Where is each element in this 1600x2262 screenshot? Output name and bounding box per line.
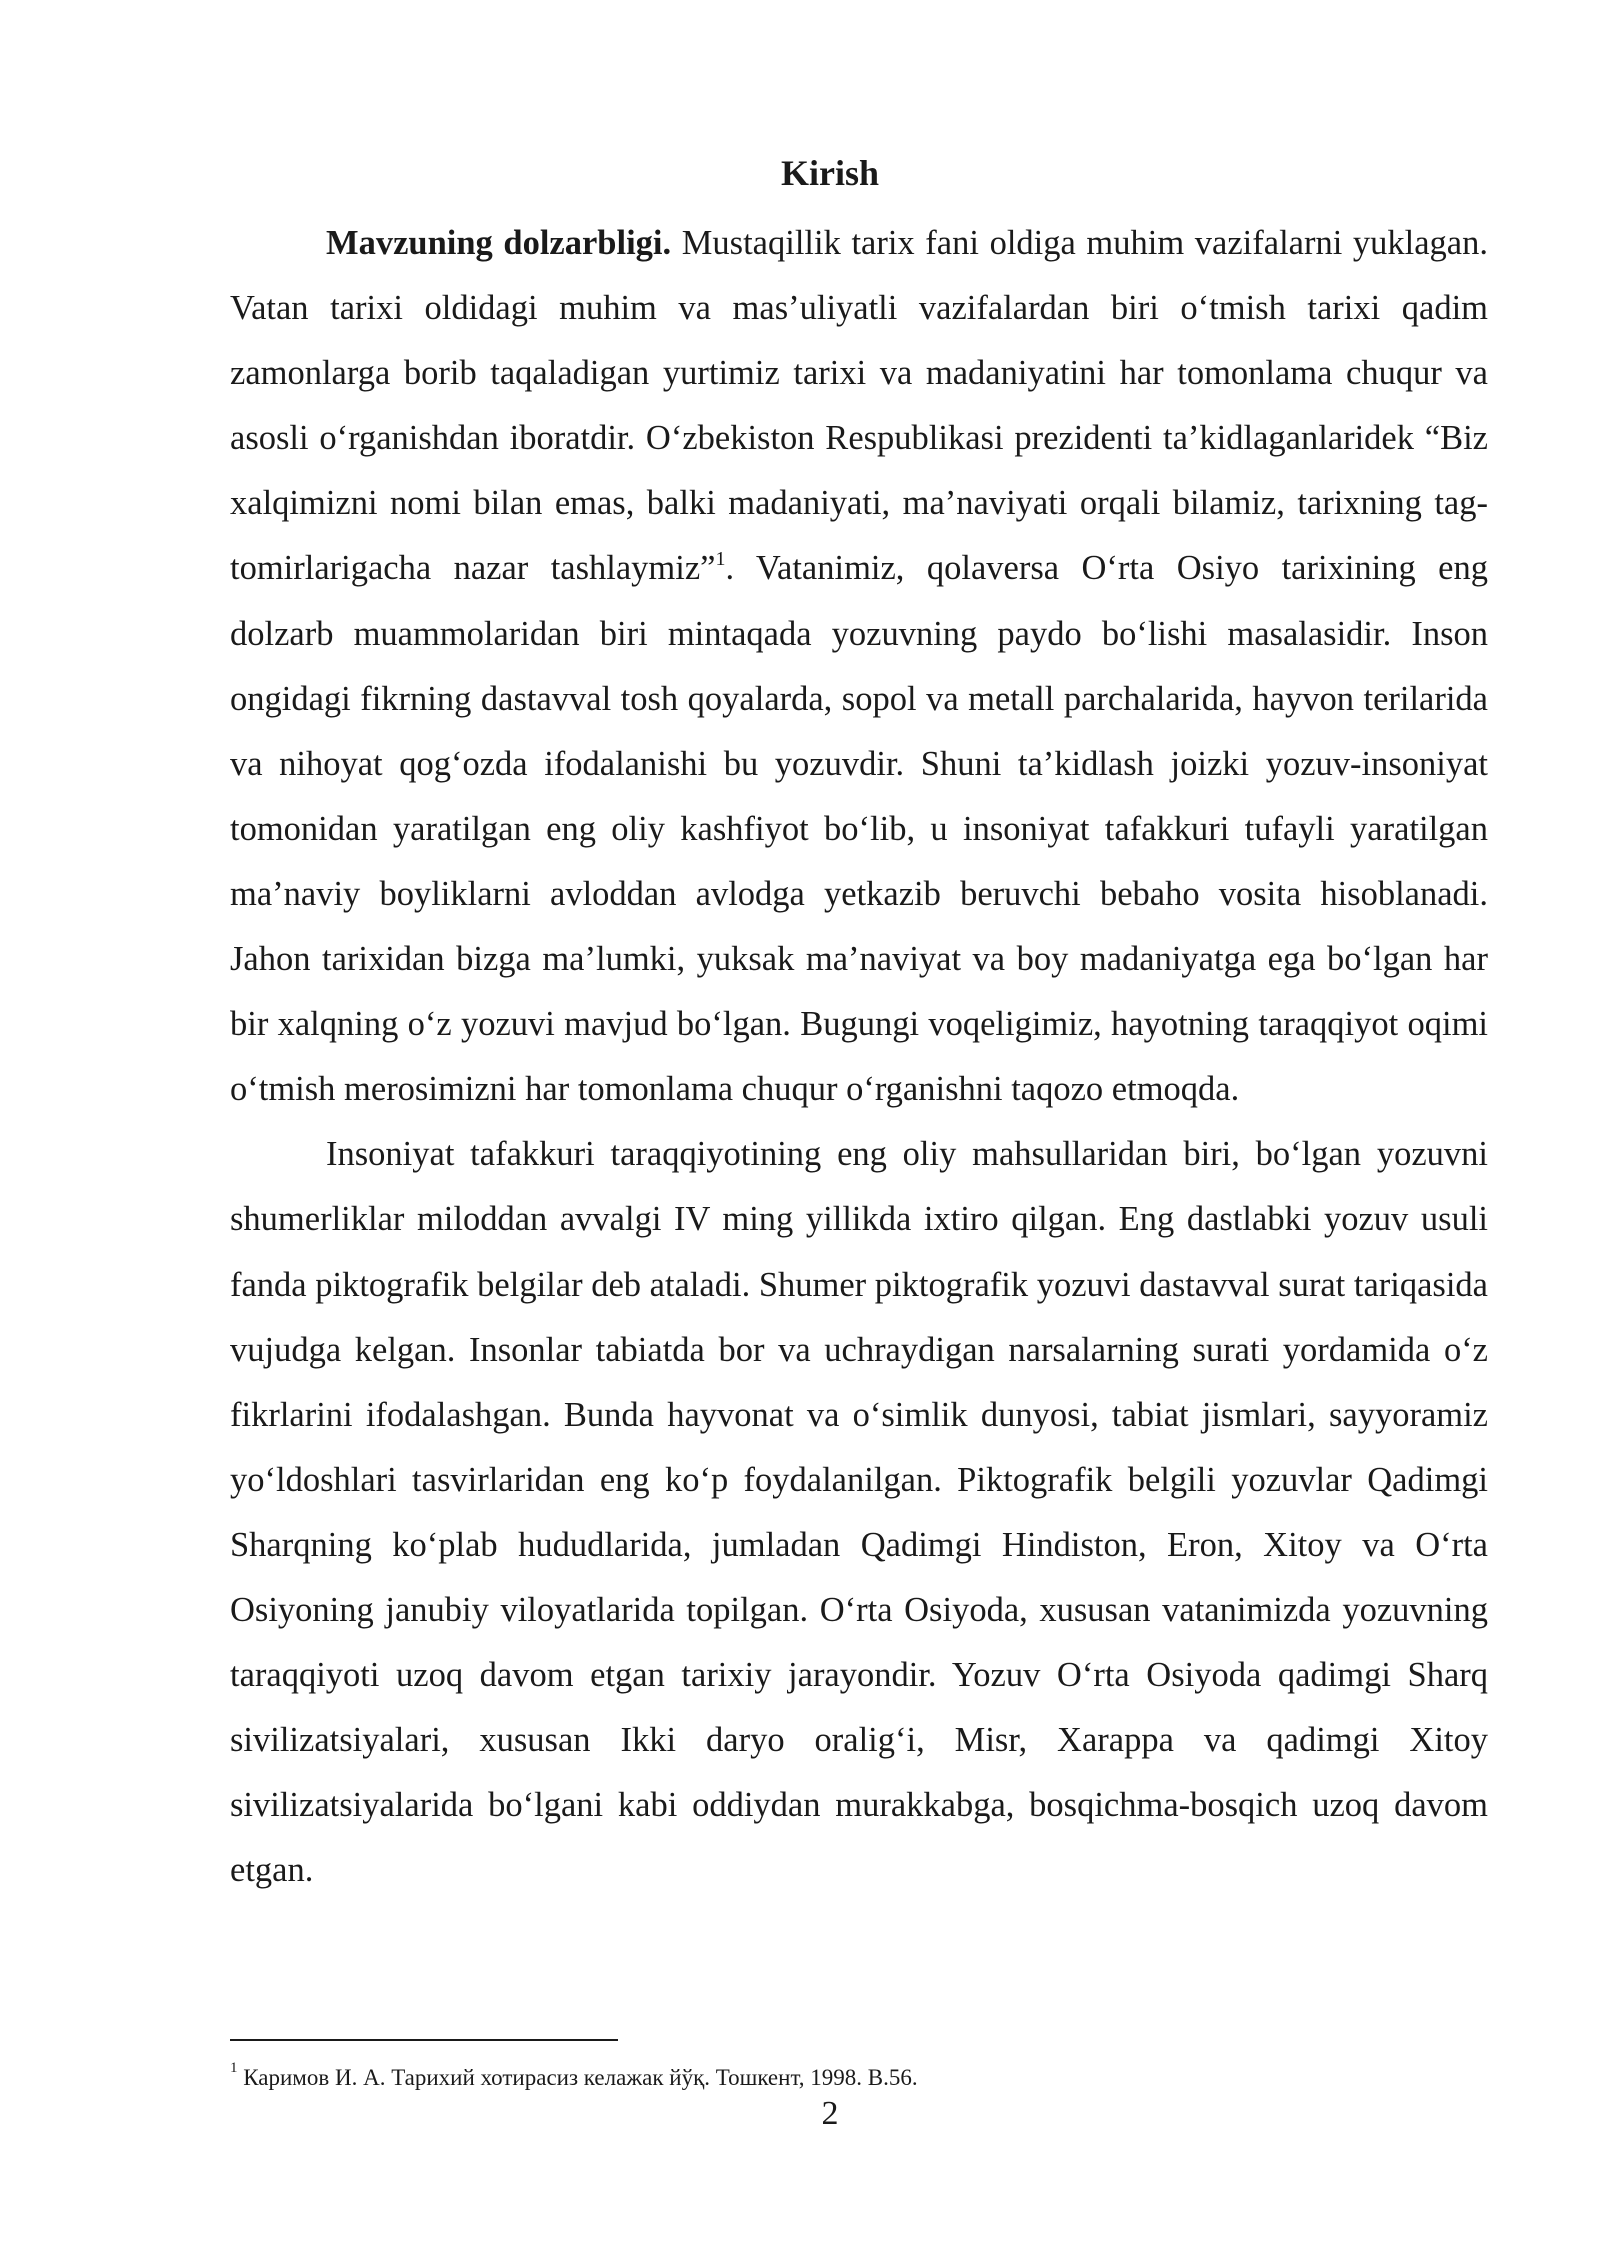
footnote-reference[interactable]: 1	[715, 547, 726, 570]
paragraph-text: Mustaqillik tarix fani oldiga muhim vazifalarni yuklagan. Vatan tarixi oldidagi muhim va mas’uliyatli vazifalardan biri o‘tmish tarixi qadim zamonlarga borib taqaladigan yurtimiz tarixi va madaniyatini har tomonlama chuqur va asosli o‘rganishdan iboratdir. O‘zbekiston Respublikasi prezidenti ta’kidlaganlaridek “Biz xalqimizni nomi bilan emas, balki madaniyati, ma’naviyati orqali bilamiz, tarixning tag-tomirlarigacha nazar tashlaymiz”	[230, 224, 1488, 588]
page-title: Kirish	[780, 153, 879, 193]
footnote-marker: 1	[230, 2060, 238, 2077]
body-text	[230, 211, 1488, 1903]
paragraph-writing-history: Insoniyat tafakkuri taraqqiyotining eng oliy mahsullaridan biri, bo‘lgan yozuvni shumerliklar miloddan avvalgi IV ming yillikda ixtiro qilgan. Eng dastlabki yozuv usuli fanda piktografik belgilar deb ataladi. Shumer piktografik yozuvi dastavval surat tariqasida vujudga kelgan. Insonlar tabiatda bor va uchraydigan narsalarning surati yordamida o‘z fikrlarini ifodalashgan. Bunda hayvonat va o‘simlik dunyosi, tabiat jismlari, sayyoramiz yo‘ldoshlari tasvirlaridan eng ko‘p foydalanilgan. Piktografik belgili yozuvlar Qadimgi Sharqning ko‘plab hududlarida, jumladan Qadimgi Hindiston, Eron, Xitoy va O‘rta Osiyoning janubiy viloyatlarida topilgan. O‘rta Osiyoda, xususan vatanimizda yozuvning taraqqiyoti uzoq davom etgan tarixiy jarayondir. Yozuv O‘rta Osiyoda qadimgi Sharq sivilizatsiyalari, xususan Ikki daryo oralig‘i, Misr, Xarappa va qadimgi Xitoy sivilizatsiyalarida bo‘lgani kabi oddiydan murakkabga, bosqichma-bosqich uzoq davom etgan.	[230, 1135, 1488, 1890]
footnote-text: Каримов И. А. Тарихий хотирасиз келажак йўқ. Тошкент, 1998. B.56.	[237, 2065, 918, 2090]
footnote-separator	[230, 2039, 618, 2041]
paragraph-relevance	[230, 211, 1488, 1122]
paragraph-lead: Mavzuning dolzarbligi.	[326, 224, 672, 262]
page-number: 2	[821, 2095, 839, 2132]
footnote	[230, 2062, 918, 2094]
paragraph-text: . Vatanimiz, qolaversa O‘rta Osiyo tarixining eng dolzarb muammolaridan biri mintaqada yozuvning paydo bo‘lishi masalasidir. Inson ongidagi fikrning dastavval tosh qoyalarda, sopol va metall parchalarida, hayvon terilarida va nihoyat qog‘ozda ifodalanishi bu yozuvdir. Shuni ta’kidlash joizki yozuv-insoniyat tomonidan yaratilgan eng oliy kashfiyot bo‘lib, u insoniyat tafakkuri tufayli yaratilgan ma’naviy boyliklarni avloddan avlodga yetkazib beruvchi bebaho vosita hisoblanadi. Jahon tarixidan bizga ma’lumki, yuksak ma’naviyat va boy madaniyatga ega bo‘lgan har bir xalqning o‘z yozuvi mavjud bo‘lgan. Bugungi voqeligimiz, hayotning taraqqiyot oqimi o‘tmish merosimizni har tomonlama chuqur o‘rganishni taqozo etmoqda.	[230, 549, 1488, 1109]
